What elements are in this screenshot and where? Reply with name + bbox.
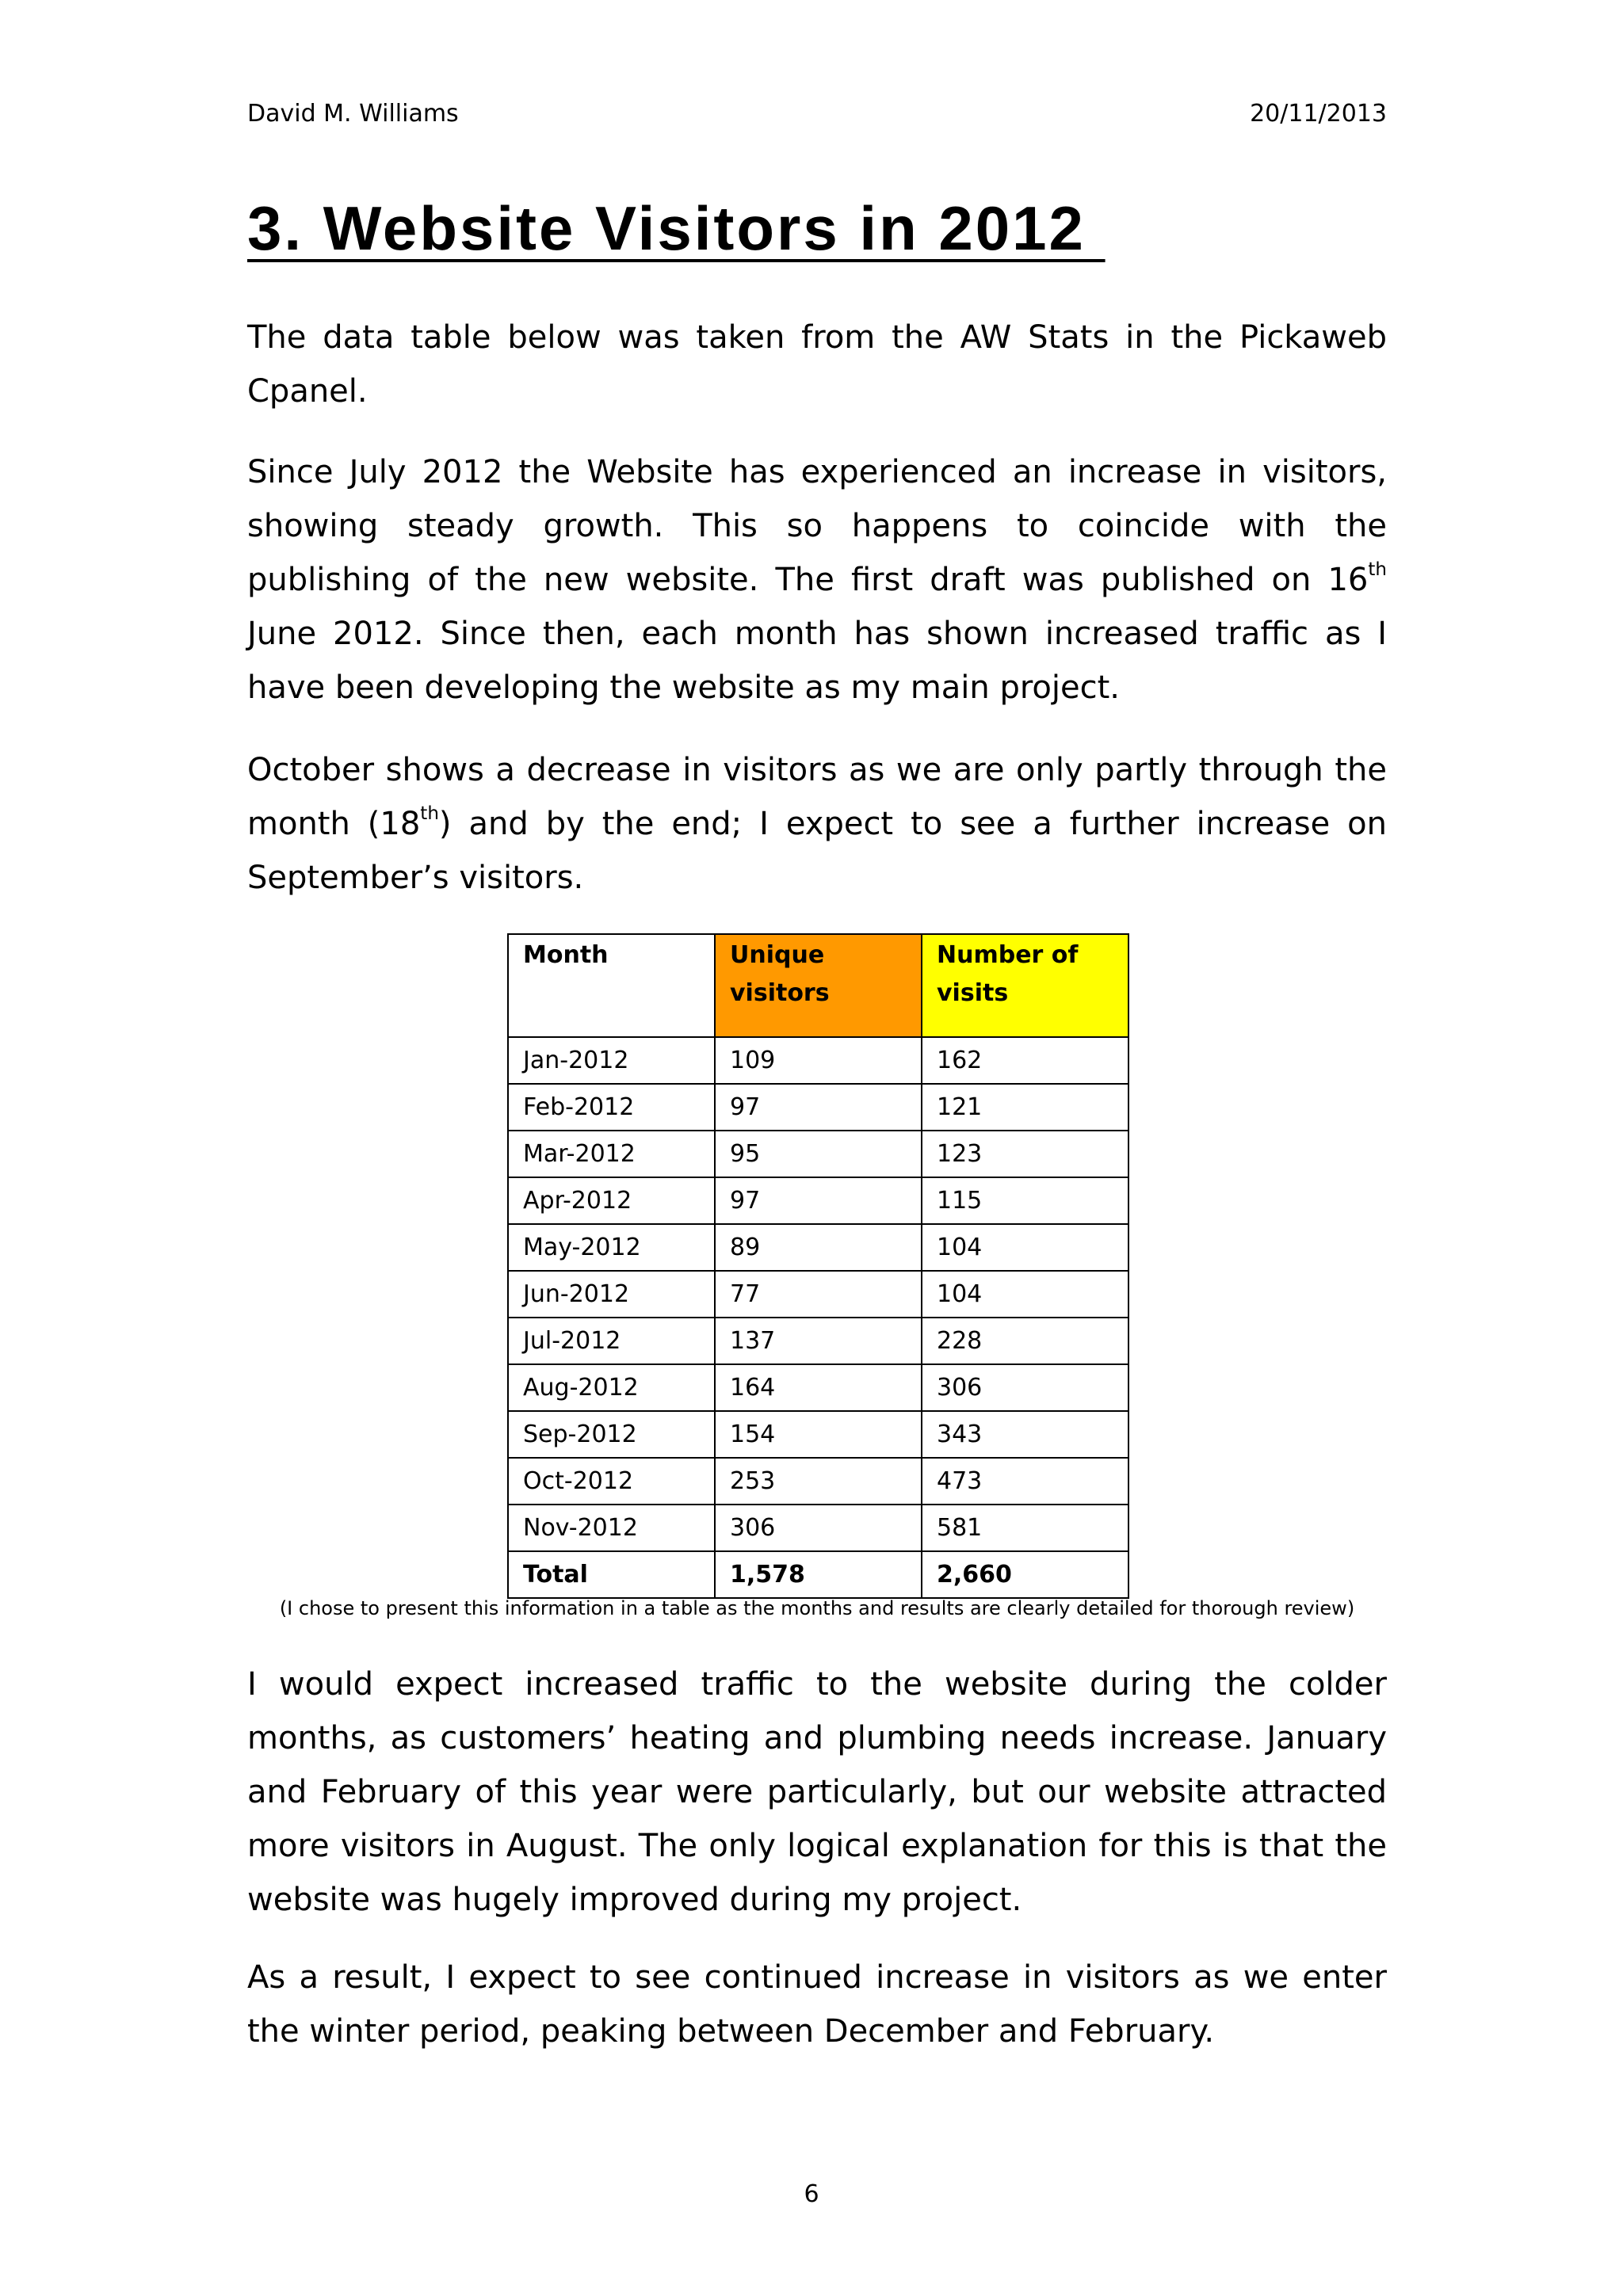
- header-cell-unique-visitors: Unique visitors: [715, 934, 922, 1037]
- table-row: [508, 1364, 1128, 1411]
- table-total-row: [508, 1551, 1128, 1598]
- paragraph-growth-text-a: Since July 2012 the Website has experienced an increase in visitors, showing steady growth. This so happens to coincide with the publishing of the new website. The first draft was published on 16: [247, 454, 1387, 598]
- cell-month: Mar-2012: [508, 1131, 715, 1177]
- paragraph-october-text-b: ) and by the end; I expect to see a further increase on September’s visitors.: [247, 806, 1387, 896]
- paragraph-growth: [247, 445, 1387, 715]
- table-row: [508, 1224, 1128, 1271]
- table-row: [508, 1084, 1128, 1131]
- cell-month: May-2012: [508, 1224, 715, 1271]
- cell-number-of-visits: 104: [922, 1224, 1128, 1271]
- table-row: [508, 1458, 1128, 1505]
- ordinal-suffix: th: [420, 803, 439, 824]
- cell-number-of-visits: 306: [922, 1364, 1128, 1411]
- cell-month: Nov-2012: [508, 1505, 715, 1551]
- cell-unique-visitors: 306: [715, 1505, 922, 1551]
- cell-month: Jun-2012: [508, 1271, 715, 1318]
- cell-unique-visitors: 97: [715, 1177, 922, 1224]
- cell-number-of-visits: 228: [922, 1318, 1128, 1364]
- paragraph-intro: The data table below was taken from the AW Stats in the Pickaweb Cpanel.: [247, 319, 1387, 410]
- cell-number-of-visits: 581: [922, 1505, 1128, 1551]
- paragraph-winter-outlook: As a result, I expect to see continued increase in visitors as we enter the winter period, peaking between December and February.: [247, 1959, 1387, 2050]
- header-cell-number-of-visits: Number of visits: [922, 934, 1128, 1037]
- cell-number-of-visits: 2,660: [922, 1551, 1128, 1598]
- cell-unique-visitors: 1,578: [715, 1551, 922, 1598]
- cell-month: Feb-2012: [508, 1084, 715, 1131]
- paragraph-october-text-a: October shows a decrease in visitors as we are only partly through the month (18: [247, 752, 1387, 842]
- cell-unique-visitors: 89: [715, 1224, 922, 1271]
- paragraph-growth-text-b: June 2012. Since then, each month has shown increased traffic as I have been developing the website as my main project.: [247, 616, 1387, 706]
- cell-unique-visitors: 253: [715, 1458, 922, 1505]
- table-caption: (I chose to present this information in a table as the months and results are clearly detailed for thorough review): [279, 1597, 1355, 1619]
- table-row: [508, 1177, 1128, 1224]
- cell-month: Jul-2012: [508, 1318, 715, 1364]
- table-header-row: [508, 934, 1128, 1037]
- table-row: [508, 1505, 1128, 1551]
- cell-number-of-visits: 343: [922, 1411, 1128, 1458]
- cell-month: Oct-2012: [508, 1458, 715, 1505]
- cell-number-of-visits: 162: [922, 1037, 1128, 1084]
- page-number: 6: [804, 2180, 819, 2208]
- cell-unique-visitors: 164: [715, 1364, 922, 1411]
- header-cell-month: Month: [508, 934, 715, 1037]
- cell-month: Aug-2012: [508, 1364, 715, 1411]
- cell-unique-visitors: 97: [715, 1084, 922, 1131]
- cell-month: Jan-2012: [508, 1037, 715, 1084]
- table-row: [508, 1271, 1128, 1318]
- table-row: [508, 1411, 1128, 1458]
- cell-number-of-visits: 104: [922, 1271, 1128, 1318]
- cell-month: Total: [508, 1551, 715, 1598]
- cell-unique-visitors: 95: [715, 1131, 922, 1177]
- ordinal-suffix: th: [1368, 559, 1387, 580]
- paragraph-colder-months: I would expect increased traffic to the website during the colder months, as customers’ heating and plumbing needs increase. January and February of this year were particularly, but our website attracted more visitors in August. The only logical explanation for this is that the website was hugely improved during my project.: [247, 1666, 1387, 1918]
- cell-number-of-visits: 115: [922, 1177, 1128, 1224]
- table-row: [508, 1318, 1128, 1364]
- cell-unique-visitors: 137: [715, 1318, 922, 1364]
- cell-number-of-visits: 123: [922, 1131, 1128, 1177]
- cell-unique-visitors: 77: [715, 1271, 922, 1318]
- paragraph-october: [247, 743, 1387, 905]
- header-date: 20/11/2013: [1250, 100, 1387, 128]
- visitors-table: [507, 933, 1129, 1599]
- cell-unique-visitors: 154: [715, 1411, 922, 1458]
- cell-month: Apr-2012: [508, 1177, 715, 1224]
- table-row: [508, 1131, 1128, 1177]
- cell-month: Sep-2012: [508, 1411, 715, 1458]
- section-title: 3. Website Visitors in 2012: [247, 193, 1106, 263]
- cell-unique-visitors: 109: [715, 1037, 922, 1084]
- table-row: [508, 1037, 1128, 1084]
- cell-number-of-visits: 473: [922, 1458, 1128, 1505]
- cell-number-of-visits: 121: [922, 1084, 1128, 1131]
- header-author: David M. Williams: [247, 100, 459, 128]
